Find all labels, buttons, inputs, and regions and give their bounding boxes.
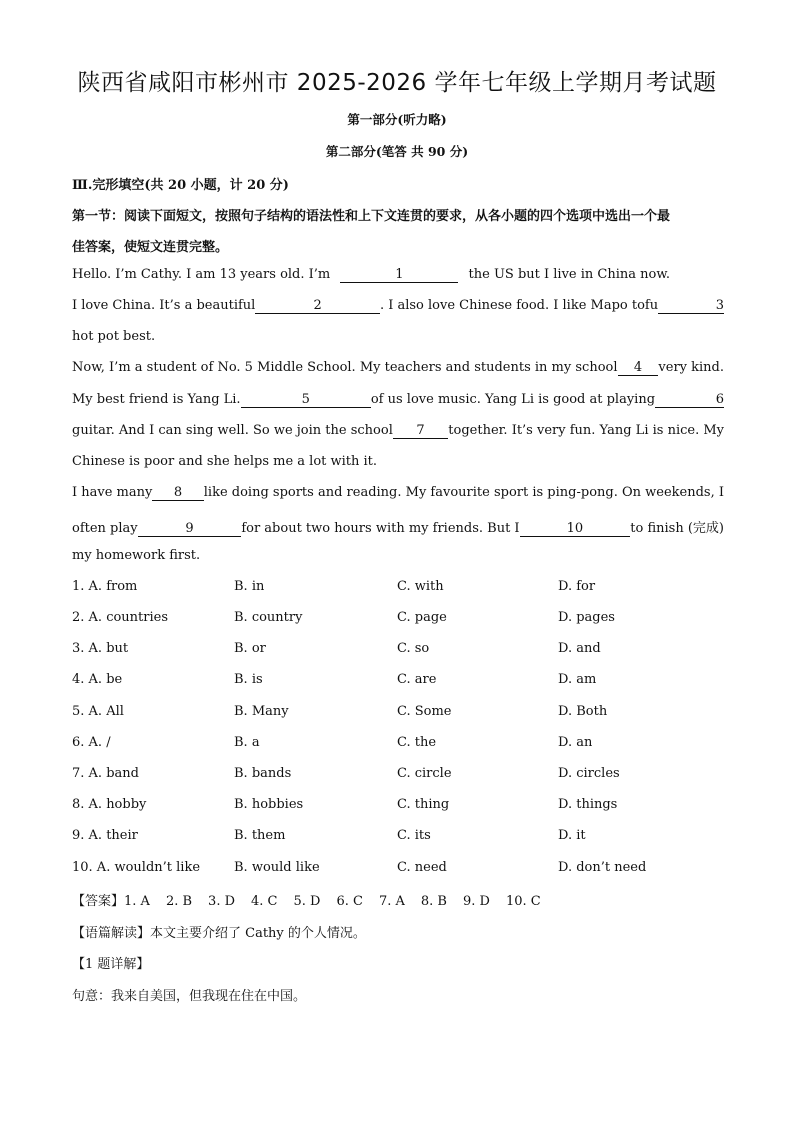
option-2c: C. page [397, 610, 447, 625]
answer-3: 3. D [208, 894, 236, 909]
option-5a: 5. A. All [72, 704, 124, 719]
option-6d: D. an [558, 735, 593, 750]
option-7c: C. circle [397, 766, 452, 781]
option-1c: C. with [397, 579, 444, 594]
option-10a: 10. A. wouldn’t like [72, 860, 201, 875]
option-6b: B. a [234, 735, 260, 750]
answer-4: 4. C [251, 894, 278, 909]
option-3c: C. so [397, 641, 430, 656]
blank-3: 3 [658, 299, 724, 314]
option-1a: 1. A. from [72, 579, 138, 594]
passage-line-7: Chinese is poor and she helps me a lot with it. [72, 454, 378, 469]
passage-line-9: often play 9 for about two hours with my friends. But I 10 to finish (完成) [72, 521, 724, 536]
part-two-heading: 第二部分(笔答 共 90 分) [325, 144, 469, 159]
option-8c: C. thing [397, 797, 450, 812]
option-5c: C. Some [397, 704, 452, 719]
blank-4: 4 [618, 361, 659, 376]
instruction-line-2: 佳答案，使短文连贯完整。 [72, 240, 229, 255]
page-title: 陕西省咸阳市彬州市 2025-2026 学年七年级上学期月考试题 [77, 70, 717, 96]
blank-2: 2 [255, 299, 380, 314]
option-5b: B. Many [234, 704, 289, 719]
answer-label: 【答案】 [72, 894, 125, 909]
option-4d: D. am [558, 672, 597, 687]
detail-heading: 【1 题详解】 [72, 957, 150, 972]
option-6a: 6. A. / [72, 735, 111, 750]
blank-1: 1 [340, 268, 458, 283]
option-9c: C. its [397, 828, 431, 843]
part-one-heading: 第一部分(听力略) [347, 112, 447, 127]
blank-6: 6 [655, 393, 724, 408]
option-10c: C. need [397, 860, 447, 875]
answer-7: 7. A [378, 894, 405, 909]
option-6c: C. the [397, 735, 437, 750]
passage-line-2: I love China. It’s a beautiful 2 . I also love Chinese food. I like Mapo tofu 3 [72, 298, 724, 313]
option-4b: B. is [234, 672, 263, 687]
passage-line-10: my homework first. [72, 548, 201, 563]
passage-line-6: guitar. And I can sing well. So we join the school 7 together. It’s very fun. Yang Li is nice. My [72, 423, 724, 438]
blank-5: 5 [241, 393, 371, 408]
passage-line-5: My best friend is Yang Li. 5 of us love music. Yang Li is good at playing 6 [72, 392, 724, 407]
option-9a: 9. A. their [72, 828, 138, 843]
option-2b: B. country [234, 610, 303, 625]
instruction-line-1: 第一节：阅读下面短文，按照句子结构的语法性和上下文连贯的要求，从各小题的四个选项中选出一个最 [72, 209, 671, 224]
option-1b: B. in [234, 579, 265, 594]
option-4a: 4. A. be [72, 672, 123, 687]
option-8d: D. things [558, 797, 618, 812]
option-7b: B. bands [234, 766, 292, 781]
option-5d: D. Both [558, 704, 608, 719]
option-7d: D. circles [558, 766, 620, 781]
option-7a: 7. A. band [72, 766, 139, 781]
option-4c: C. are [397, 672, 437, 687]
option-9b: B. them [234, 828, 286, 843]
option-8b: B. hobbies [234, 797, 304, 812]
option-2a: 2. A. countries [72, 610, 169, 625]
blank-8: 8 [152, 486, 203, 501]
option-10b: B. would like [234, 860, 320, 875]
option-10d: D. don’t need [558, 860, 647, 875]
answer-10: 10. C [505, 894, 541, 909]
section-heading: Ⅲ.完形填空(共 20 小题，计 20 分) [72, 178, 289, 193]
option-9d: D. it [558, 828, 586, 843]
answer-line [72, 890, 557, 909]
answer-2: 2. B [165, 894, 193, 909]
blank-7: 7 [393, 424, 448, 439]
blank-9: 9 [138, 522, 242, 537]
option-3b: B. or [234, 641, 266, 656]
discourse-analysis: 【语篇解读】本文主要介绍了 Cathy 的个人情况。 [72, 926, 366, 941]
option-2d: D. pages [558, 610, 615, 625]
answer-1: 1. A [124, 894, 150, 909]
answer-9: 9. D [462, 894, 490, 909]
option-3a: 3. A. but [72, 641, 129, 656]
passage-line-4: Now, I’m a student of No. 5 Middle School. My teachers and students in my school 4 very kind. [72, 360, 724, 375]
passage-line-3: hot pot best. [72, 329, 156, 344]
option-1d: D. for [558, 579, 596, 594]
detail-text: 句意：我来自美国，但我现在住在中国。 [72, 989, 307, 1004]
option-3d: D. and [558, 641, 601, 656]
answer-6: 6. C [336, 894, 363, 909]
blank-10: 10 [520, 522, 631, 537]
passage-line-1: Hello. I’m Cathy. I am 13 years old. I’m 1 the US but I live in China now. [72, 267, 671, 282]
answer-5: 5. D [293, 894, 321, 909]
option-8a: 8. A. hobby [72, 797, 147, 812]
answer-8: 8. B [420, 894, 447, 909]
passage-line-8: I have many 8 like doing sports and reading. My favourite sport is ping-pong. On weekends, I [72, 485, 724, 500]
